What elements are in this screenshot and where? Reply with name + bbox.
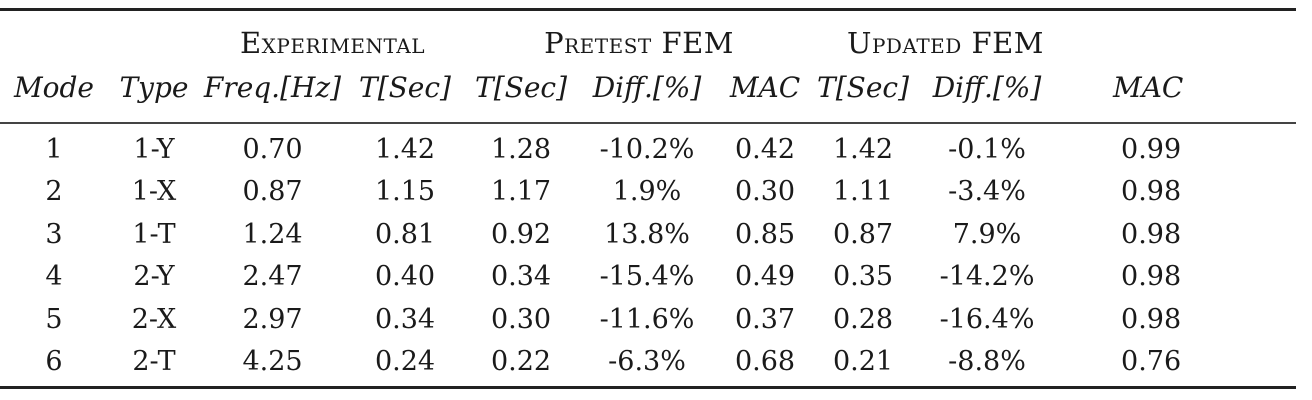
table-cell-pre-mac: 0.68 bbox=[734, 346, 796, 378]
table-cell-upd-mac: 0.98 bbox=[1121, 303, 1182, 335]
table-cell-upd-diff: -3.4% bbox=[948, 176, 1026, 208]
table-cell-pre-diff: -11.6% bbox=[599, 303, 695, 335]
table-cell-type: 1-T bbox=[132, 218, 176, 250]
table-cell-upd-t: 0.28 bbox=[832, 303, 894, 335]
table-cell-pre-mac: 0.37 bbox=[734, 303, 796, 335]
table-row bbox=[0, 213, 1296, 256]
table-cell-mode: 5 bbox=[45, 303, 63, 335]
table-cell-upd-mac: 0.76 bbox=[1121, 346, 1182, 378]
table-cell-upd-t: 0.35 bbox=[832, 261, 894, 293]
table-cell-freq: 0.87 bbox=[242, 176, 303, 208]
table-cell-upd-diff: -16.4% bbox=[939, 303, 1035, 335]
table-cell-pre-diff: -6.3% bbox=[608, 346, 686, 378]
table-cell-type: 1-X bbox=[131, 176, 177, 208]
table-cell-type: 2-Y bbox=[133, 261, 175, 293]
group-header-experimental: Experimental bbox=[240, 26, 425, 60]
table-cell-mode: 1 bbox=[45, 133, 63, 165]
table-cell-pre-diff: 1.9% bbox=[612, 176, 682, 208]
table-cell-pre-t: 0.92 bbox=[490, 218, 552, 250]
table-cell-upd-mac: 0.99 bbox=[1121, 133, 1182, 165]
group-header-updated-fem: Updated FEM bbox=[847, 26, 1044, 60]
table-cell-pre-t: 0.30 bbox=[490, 303, 552, 335]
table-cell-exp-t: 0.24 bbox=[374, 346, 436, 378]
column-header-type: Type bbox=[119, 70, 189, 104]
table-cell-exp-t: 1.42 bbox=[374, 133, 436, 165]
table-cell-exp-t: 0.81 bbox=[374, 218, 436, 250]
table-cell-upd-t: 1.11 bbox=[832, 176, 894, 208]
table-cell-exp-t: 0.40 bbox=[374, 261, 436, 293]
table-row bbox=[0, 298, 1296, 341]
table-cell-upd-t: 0.21 bbox=[832, 346, 894, 378]
table-cell-freq: 1.24 bbox=[242, 218, 303, 250]
table-cell-pre-mac: 0.85 bbox=[734, 218, 796, 250]
group-header-empty bbox=[0, 14, 108, 60]
group-header-pretest-fem: Pretest FEM bbox=[544, 26, 734, 60]
bottom-rule bbox=[0, 386, 1296, 389]
modal-comparison-table bbox=[0, 14, 1296, 383]
column-header-upd-mac: MAC bbox=[1113, 70, 1184, 104]
table-row bbox=[0, 341, 1296, 384]
column-header-pre-t: T[Sec] bbox=[475, 70, 567, 104]
table-cell-type: 2-T bbox=[132, 346, 176, 378]
table-cell-pre-t: 0.34 bbox=[490, 261, 552, 293]
table-cell-upd-t: 0.87 bbox=[832, 218, 894, 250]
table-cell-freq: 4.25 bbox=[242, 346, 303, 378]
table-cell-pre-mac: 0.30 bbox=[734, 176, 796, 208]
top-rule bbox=[0, 8, 1296, 11]
table-cell-pre-t: 1.17 bbox=[490, 176, 552, 208]
table-cell-upd-diff: -0.1% bbox=[948, 133, 1026, 165]
column-header-mode: Mode bbox=[13, 70, 95, 104]
column-header-upd-diff: Diff.[%] bbox=[932, 70, 1042, 104]
table-cell-upd-diff: -14.2% bbox=[939, 261, 1035, 293]
table-cell-type: 2-X bbox=[131, 303, 177, 335]
table-cell-upd-mac: 0.98 bbox=[1121, 261, 1182, 293]
column-header-exp-t: T[Sec] bbox=[359, 70, 451, 104]
table-row bbox=[0, 128, 1296, 171]
table-cell-pre-t: 1.28 bbox=[490, 133, 552, 165]
table-cell-exp-t: 0.34 bbox=[374, 303, 436, 335]
column-header-pre-mac: MAC bbox=[729, 70, 801, 104]
column-header-upd-t: T[Sec] bbox=[817, 70, 910, 104]
table-cell-mode: 3 bbox=[45, 218, 63, 250]
column-header-row bbox=[0, 60, 1296, 114]
table-cell-upd-diff: 7.9% bbox=[952, 218, 1022, 250]
column-header-pre-diff: Diff.[%] bbox=[592, 70, 702, 104]
table-cell-pre-t: 0.22 bbox=[490, 346, 552, 378]
group-header-empty bbox=[108, 14, 200, 60]
table-cell-freq: 2.97 bbox=[242, 303, 303, 335]
table-cell-pre-diff: -10.2% bbox=[599, 133, 695, 165]
table-row bbox=[0, 171, 1296, 214]
table-cell-upd-mac: 0.98 bbox=[1121, 218, 1182, 250]
spacer-row bbox=[0, 114, 1296, 128]
table-cell-upd-mac: 0.98 bbox=[1121, 176, 1182, 208]
table-cell-mode: 4 bbox=[45, 261, 63, 293]
table-cell-freq: 0.70 bbox=[242, 133, 303, 165]
column-header-freq: Freq.[Hz] bbox=[203, 70, 342, 104]
table-cell-type: 1-Y bbox=[133, 133, 175, 165]
group-header-row bbox=[0, 14, 1296, 60]
table-cell-mode: 2 bbox=[45, 176, 63, 208]
table-row bbox=[0, 256, 1296, 299]
table-cell-mode: 6 bbox=[45, 346, 63, 378]
table-cell-freq: 2.47 bbox=[242, 261, 303, 293]
table-cell-exp-t: 1.15 bbox=[374, 176, 436, 208]
table-cell-upd-t: 1.42 bbox=[832, 133, 894, 165]
table-cell-pre-mac: 0.42 bbox=[734, 133, 796, 165]
table-cell-pre-diff: -15.4% bbox=[599, 261, 695, 293]
table-cell-pre-diff: 13.8% bbox=[604, 218, 690, 250]
table-cell-pre-mac: 0.49 bbox=[734, 261, 796, 293]
table-cell-upd-diff: -8.8% bbox=[948, 346, 1026, 378]
